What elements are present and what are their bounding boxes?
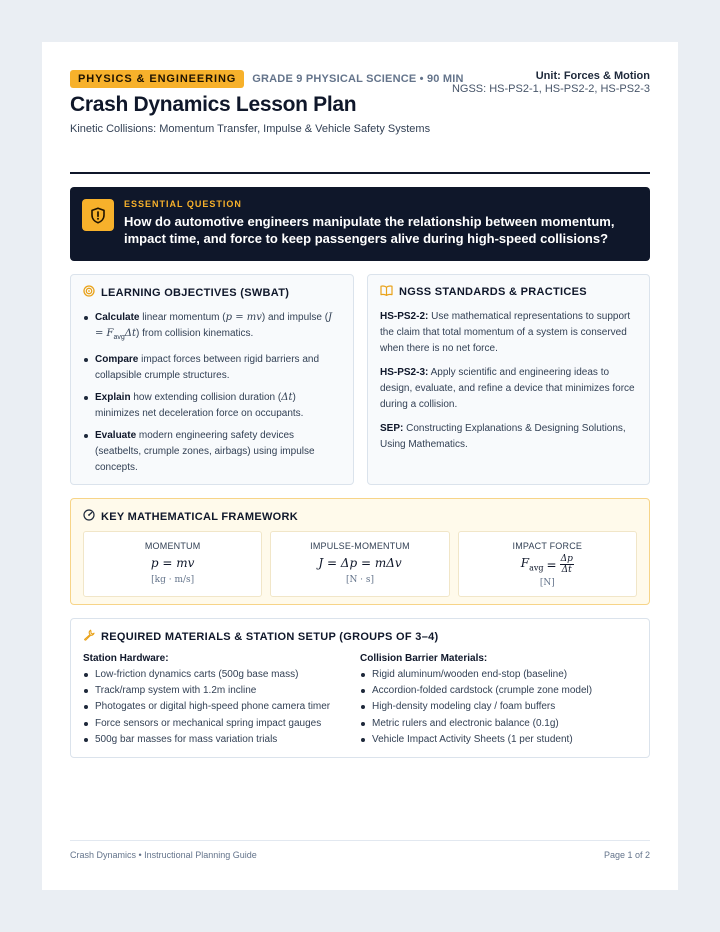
standard-text: Use mathematical representations to support the claim that total momentum of a system is conserved when there is no net force. (380, 311, 631, 354)
wrench-icon (83, 629, 95, 644)
list-item: Low-friction dynamics carts (500g base mass) (83, 667, 360, 683)
objective-item (83, 390, 341, 422)
page-footer (70, 840, 650, 860)
force-subscript: avg (529, 563, 544, 573)
equals-sign: = (546, 557, 557, 572)
list-item: Rigid aluminum/wooden end-stop (baseline) (360, 667, 637, 683)
standard-code: HS-PS2-2: (380, 311, 429, 322)
hardware-heading: Station Hardware: (83, 653, 169, 664)
objective-text: ) from collision kinematics. (136, 328, 254, 339)
essential-question-text: How do automotive engineers manipulate the relationship between momentum, impact time, and force to keep passengers alive during high-speed collisions? (124, 214, 615, 246)
math-heading (83, 509, 637, 524)
barrier-heading: Collision Barrier Materials: (360, 653, 488, 664)
page-content (70, 70, 650, 758)
formula (459, 554, 636, 575)
formula-label: IMPACT FORCE (512, 541, 583, 551)
numerator: Δp (560, 554, 573, 564)
list-item: Metric rulers and electronic balance (0.1g) (360, 716, 637, 732)
force-symbol: F (520, 556, 530, 571)
objectives-standards-row (70, 274, 650, 485)
list-item: Force sensors or mechanical spring impact gauges (83, 716, 360, 732)
grade-duration: GRADE 9 PHYSICAL SCIENCE • 90 MIN (252, 73, 464, 85)
formula-subscript: avg (113, 334, 125, 341)
objective-item (83, 428, 341, 476)
list-item: High-density modeling clay / foam buffers (360, 699, 637, 715)
page-subtitle: Kinetic Collisions: Momentum Transfer, Impulse & Vehicle Safety Systems (70, 123, 431, 135)
standard-code: SEP: (380, 423, 404, 434)
formula: p = mv (150, 556, 195, 570)
objectives-title: LEARNING OBJECTIVES (SWBAT) (101, 286, 290, 299)
objective-item (83, 310, 341, 346)
objective-verb: Explain (95, 392, 131, 403)
objectives-heading (83, 285, 341, 300)
list-item: Photogates or digital high-speed phone camera timer (83, 699, 360, 715)
page-number: Page 1 of 2 (603, 850, 650, 860)
momentum-formula-box (83, 531, 262, 597)
unit-info (452, 70, 650, 95)
formula-unit: [N · s] (345, 575, 375, 585)
standard-item (380, 421, 637, 453)
standard-code: HS-PS2-3: (380, 367, 429, 378)
materials-columns (83, 653, 637, 748)
standard-item (380, 365, 637, 413)
essential-question-banner (70, 187, 650, 261)
standards-heading (380, 285, 637, 299)
math-framework-section (70, 498, 650, 605)
delta-t: Δt (281, 392, 293, 403)
book-open-icon (380, 285, 393, 299)
objective-verb: Calculate (95, 312, 140, 323)
objective-text: linear momentum ( (139, 312, 226, 323)
materials-heading (83, 629, 637, 644)
footer-guide-title: Crash Dynamics • Instructional Planning Guide (70, 850, 257, 860)
objective-item (83, 352, 341, 384)
gauge-icon (83, 509, 95, 524)
hardware-column (83, 653, 360, 748)
ngss-standards-card (367, 274, 650, 485)
unit-label: Unit: Forces & Motion (535, 70, 650, 82)
materials-section (70, 618, 650, 758)
list-item: Track/ramp system with 1.2m incline (83, 683, 360, 699)
barrier-column (360, 653, 637, 748)
list-item: Accordion-folded cardstock (crumple zone model) (360, 683, 637, 699)
essential-question-label: ESSENTIAL QUESTION (124, 199, 242, 209)
math-title: KEY MATHEMATICAL FRAMEWORK (101, 510, 299, 523)
objective-text: ) minimizes net deceleration force on occupants. (95, 392, 304, 419)
objective-text: ) and impulse ( (261, 312, 329, 323)
page-title: Crash Dynamics Lesson Plan (70, 93, 357, 116)
objective-verb: Evaluate (95, 430, 137, 441)
hardware-list (83, 667, 360, 748)
subject-tag: PHYSICS & ENGINEERING (70, 70, 244, 88)
impact-force-formula-box (458, 531, 637, 597)
standards-title: NGSS STANDARDS & PRACTICES (399, 286, 587, 298)
standard-text: Constructing Explanations & Designing Solutions, Using Mathematics. (380, 423, 626, 450)
standard-item (380, 309, 637, 357)
ngss-codes: NGSS: HS-PS2-1, HS-PS2-2, HS-PS2-3 (451, 83, 650, 95)
objectives-list (83, 310, 341, 476)
denominator: Δt (561, 565, 572, 575)
standard-text: Apply scientific and engineering ideas to design, evaluate, and refine a device that minimizes force during a collision. (380, 367, 635, 410)
objective-text: impact forces between rigid barriers and collapsible crumple structures. (95, 354, 319, 381)
formula-label: IMPULSE-MOMENTUM (310, 541, 410, 551)
target-icon (83, 285, 95, 300)
formula-label: MOMENTUM (144, 541, 201, 551)
shield-alert-icon (82, 199, 114, 231)
list-item: Vehicle Impact Activity Sheets (1 per student) (360, 732, 637, 748)
objective-text: modern engineering safety devices (seatbelts, crumple zones, airbags) using impulse concepts. (95, 430, 315, 473)
formula: J = Δp = mΔv (318, 556, 402, 570)
learning-objectives-card (70, 274, 354, 485)
impulse-formula-box (270, 531, 449, 597)
list-item: 500g bar masses for mass variation trials (83, 732, 360, 748)
momentum-formula: p = mv (225, 312, 262, 323)
objective-text: how extending collision duration ( (130, 392, 282, 403)
objective-verb: Compare (95, 354, 139, 365)
formula-boxes (83, 531, 637, 597)
header (70, 70, 650, 174)
impulse-formula: J = F (95, 312, 333, 339)
formula-unit: [kg · m/s] (151, 575, 195, 585)
barrier-list (360, 667, 637, 748)
fraction (560, 554, 574, 575)
lesson-plan-page (42, 42, 678, 890)
materials-title: REQUIRED MATERIALS & STATION SETUP (GROUPS OF 3–4) (101, 630, 439, 643)
formula-unit: [N] (539, 578, 555, 588)
delta-t: Δt (124, 328, 137, 339)
